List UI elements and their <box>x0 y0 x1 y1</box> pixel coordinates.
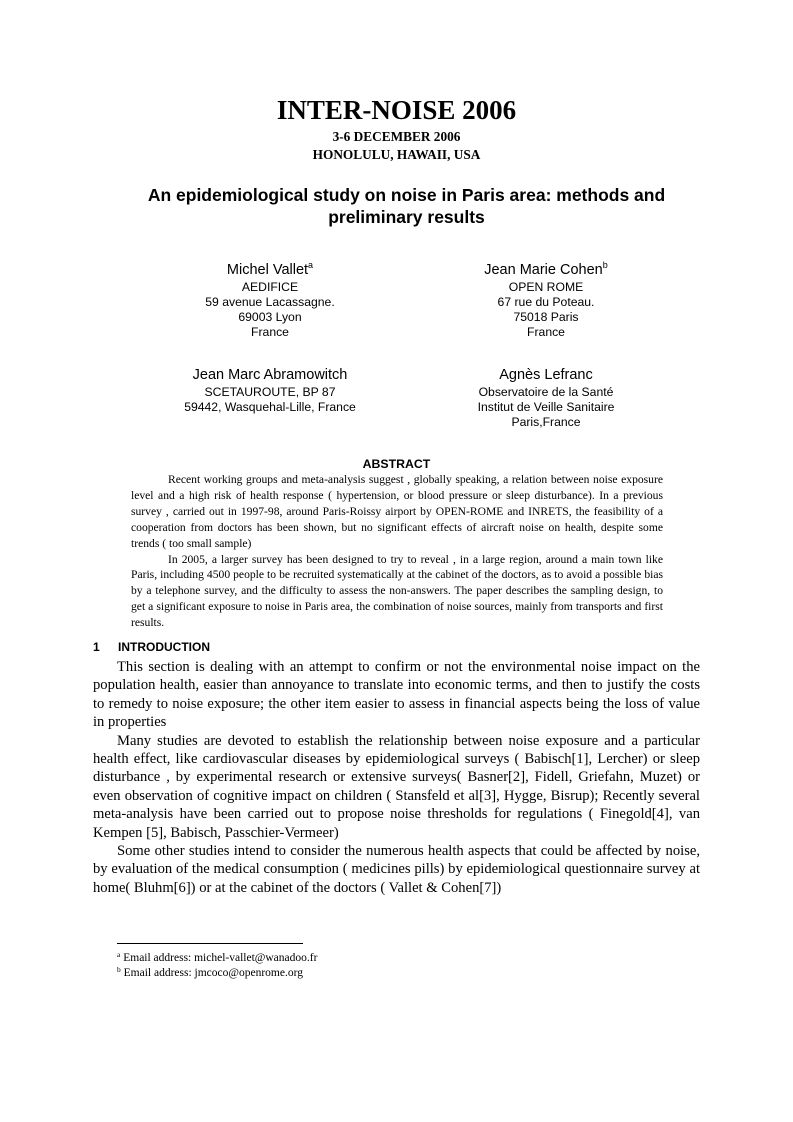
footnote-mark: a <box>117 950 121 959</box>
section-number: 1 <box>93 640 100 654</box>
affiliation-line: 69003 Lyon <box>238 310 302 324</box>
author-block <box>150 366 390 415</box>
affiliation-line: Observatoire de la Santé <box>478 385 614 399</box>
footnotes <box>117 951 317 981</box>
author-name: Agnès Lefranc <box>499 367 593 383</box>
abstract-paragraph: In 2005, a larger survey has been designed to try to reveal , in a large region, around a main town like Paris, including 4500 people to be recruited systematically at the cabinet of the doctors, as to avoid a possible bias by a telephone survey, and the difficulty to assess the non-answers. The paper describes the sampling design, to get a significant exposure to noise in Paris area, the combination of noise sources, mainly from transports and first results. <box>131 552 663 630</box>
affiliation-line: 59442, Wasquehal-Lille, France <box>184 400 356 414</box>
author-block <box>446 366 646 430</box>
section-body <box>93 658 700 897</box>
footnote-mark: b <box>117 965 121 974</box>
affiliation-line: 59 avenue Lacassagne. <box>205 295 335 309</box>
footnote <box>117 966 317 981</box>
affiliation-line: SCETAUROUTE, BP 87 <box>204 385 336 399</box>
abstract-paragraph: Recent working groups and meta-analysis suggest , globally speaking, a relation between noise exposure level and a high risk of health response ( hypertension, or blood pressure or sleep disturbance). In a previous survey , carried out in 1997-98, around Paris-Roissy airport by OPEN-ROME and INRETS, the feasibility of a cooperation from doctors has been shown, but no significant effects of aircraft noise on health, despite some trends ( too small sample) <box>131 473 663 550</box>
author-name: Jean Marie Cohen$^b$ <box>484 260 608 278</box>
body-paragraph: Some other studies intend to consider the numerous health aspects that could be affected by noise, by evaluation of the medical consumption ( medicines pills) by epidemiological questionnaire survey at home( Bluhm[6]) or at the cabinet of the doctors ( Vallet & Cohen[7]) <box>93 843 700 896</box>
affiliation-line: OPEN ROME <box>508 280 584 294</box>
abstract-body <box>131 472 663 631</box>
footnote-divider <box>117 943 303 944</box>
affiliation-line: Institut de Veille Sanitaire <box>477 400 615 414</box>
affiliation-line: France <box>527 325 565 339</box>
footnote-marker: b <box>602 260 608 270</box>
footnote-text: Email address: jmcoco@openrome.org <box>123 967 303 979</box>
section-title: INTRODUCTION <box>118 640 210 654</box>
abstract-heading: ABSTRACT <box>362 457 431 471</box>
author-block <box>170 261 370 340</box>
footnote-marker: a <box>308 260 314 270</box>
author-name: Jean Marc Abramowitch <box>192 367 348 383</box>
affiliation-line: Paris,France <box>511 415 581 429</box>
section-heading <box>93 640 210 655</box>
affiliation-line: AEDIFICE <box>241 280 299 294</box>
affiliation-line: 75018 Paris <box>513 310 579 324</box>
footnote-text: Email address: michel-vallet@wanadoo.fr <box>123 952 318 964</box>
body-paragraph: Many studies are devoted to establish the relationship between noise exposure and a particular health effect, like cardiovascular diseases by epidemiological surveys ( Babisch[1], Lercher) or sleep disturbance , by experimental research or extensive surveys( Basner[2], Fidell, Griefahn, Muzet) or even observation of cognitive impact on children ( Stansfeld et al[3], Hygge, Bisrup); Recently several meta-analysis have been carried out to propose noise thresholds for regulations ( Finegold[4], van Kempen [5], Babisch, Passchier-Vermeer) <box>93 732 700 841</box>
conference-dates: 3-6 DECEMBER 2006 <box>332 129 461 144</box>
footnote <box>117 951 317 966</box>
body-paragraph: This section is dealing with an attempt to confirm or not the environmental noise impact on the population health, easier than annoyance to translate into economic terms, and then to justify the costs to remedy to noise exposure; the other item easier to assess in financial aspects being the loss of value in properties <box>93 659 700 731</box>
paper-title: An epidemiological study on noise in Paris area: methods and preliminary results <box>147 185 666 227</box>
conference-location: HONOLULU, HAWAII, USA <box>312 147 481 162</box>
author-block <box>446 261 646 340</box>
affiliation-line: France <box>251 325 289 339</box>
author-name: Michel Vallet$^a$ <box>226 260 314 278</box>
affiliation-line: 67 rue du Poteau. <box>497 295 595 309</box>
conference-title: INTER-NOISE 2006 <box>276 95 517 125</box>
